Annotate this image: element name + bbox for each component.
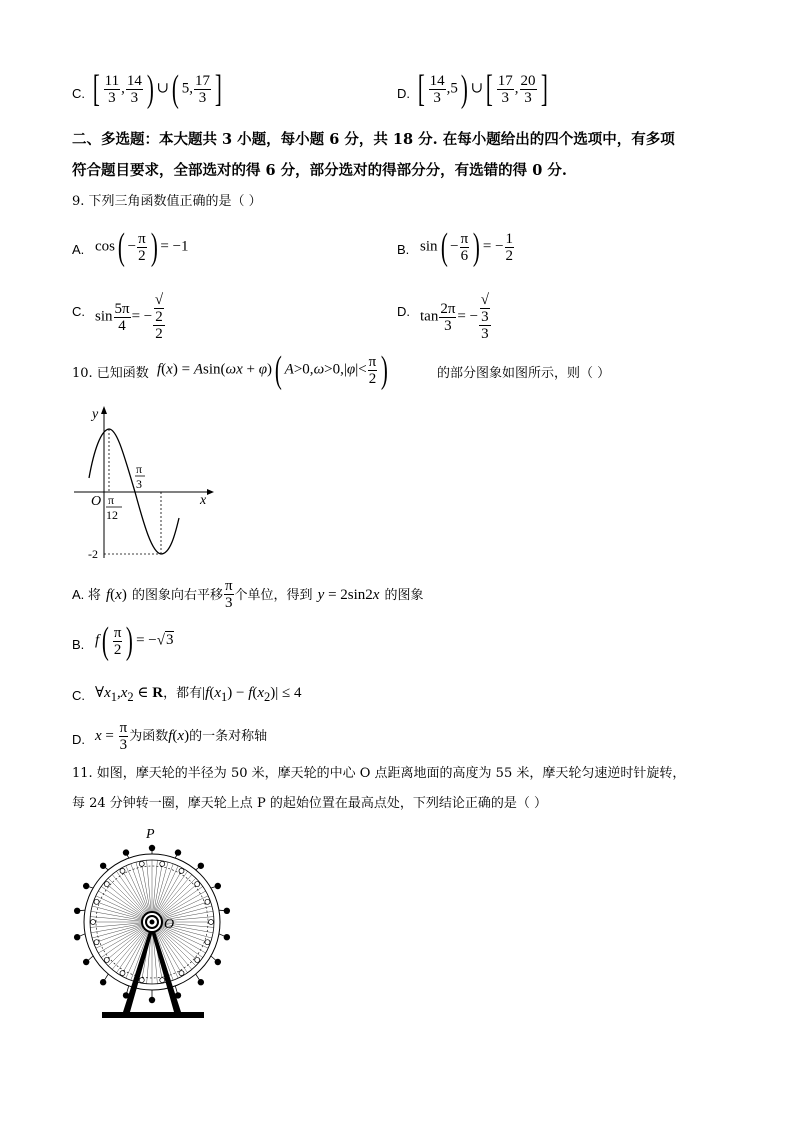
rim-marker (104, 882, 109, 887)
q10-stem-prefix: 10. 已知函数 (72, 366, 149, 381)
x-axis-arrow-icon (207, 489, 214, 495)
q10-option-a-shift: $\frac{\pi}{3}$ (224, 578, 233, 611)
q10-option-a-mid2: 个单位，得到 (234, 587, 313, 602)
q10-option-d-fx: f(x) (168, 727, 190, 744)
rim-marker (205, 899, 210, 904)
q10-option-b-label: B. (72, 637, 85, 652)
q9-option-b-expr: sin( − $\frac{\pi}{6}$ ) = − $\frac{1}{2}$ (420, 226, 514, 268)
q8-option-d-expr: [ $\frac{14}{3}$ ,5) ∪[ $\frac{17}{3}$ , $\frac{20}{3}$ ] (417, 68, 548, 110)
cabin (224, 934, 230, 940)
ferris-wheel-figure (68, 822, 243, 1027)
y-min-label: -2 (88, 547, 98, 561)
q10-sine-graph (72, 400, 222, 570)
q10-option-b-expr: f( $\frac{\pi}{2}$ ) = −√3 (95, 620, 174, 662)
rim-marker (120, 971, 125, 976)
q9-option-c-label: C. (72, 304, 85, 319)
wheel-axle (150, 920, 155, 925)
cabin (83, 883, 89, 889)
q10-option-c-forall: $\forall x_1,x_2$ ∈ R (95, 685, 164, 704)
rim-marker (195, 957, 200, 962)
tick-pi-over-3-den: 3 (136, 477, 142, 491)
q10-option-c-mid: ，都有 (163, 685, 203, 700)
rim-marker (209, 920, 214, 925)
q10-option-a-suffix: 的图象 (384, 587, 424, 602)
rim-marker (139, 861, 144, 866)
q10-option-c-ineq: $|f(x_1) - f(x_2)| \le 4$ (202, 685, 302, 704)
q10-option-d-suffix: 的一条对称轴 (189, 727, 268, 743)
y-axis-arrow-icon (101, 406, 107, 414)
origin-label: O (91, 494, 102, 509)
wheel-base (102, 1012, 204, 1018)
section-heading-line1: 二、多选题：本大题共 3 小题，每小题 6 分，共 18 分. 在每小题给出的四个选项中，有多项 (72, 131, 675, 148)
rim-marker (91, 920, 96, 925)
rim-marker (205, 940, 210, 945)
rim-marker (195, 882, 200, 887)
rim-marker (104, 957, 109, 962)
q8-option-c-label: C. (72, 86, 85, 101)
q9-stem: 9. 下列三角函数值正确的是（ ） (72, 194, 262, 209)
q10-option-d-mid: 为函数 (129, 727, 169, 743)
y-axis-label: y (92, 407, 99, 422)
rim-marker (120, 868, 125, 873)
tick-pi-over-3-num: π (136, 462, 143, 476)
rim-marker (160, 978, 165, 983)
q10-option-c-label: C. (72, 688, 85, 703)
tick-pi-over-12-num: π (108, 493, 115, 507)
q9-option-b-label: B. (397, 242, 410, 257)
q9-option-a-expr: cos( − $\frac{\pi}{2}$ ) = −1 (95, 226, 189, 268)
tick-pi-over-12-den: 12 (106, 508, 118, 522)
center-o-label: O (164, 917, 175, 932)
q10-option-a-prefix: A. 将 (72, 587, 101, 602)
q10-option-a (72, 578, 424, 611)
x-axis-label: x (200, 493, 207, 508)
q8-option-d-label: D. (397, 86, 410, 101)
rim-marker (160, 861, 165, 866)
rim-marker (94, 940, 99, 945)
q10-option-d-body (95, 720, 267, 753)
q10-option-a-fx: f(x) (106, 587, 127, 603)
q10-stem-suffix: 的部分图象如图所示，则（ ） (437, 366, 611, 381)
q10-option-a-mid: 的图象向右平移 (131, 587, 223, 602)
q11-stem-line2: 每 24 分钟转一圈，摩天轮上点 P 的起始位置在最高点处，下列结论正确的是（ ） (72, 796, 547, 811)
rim-marker (94, 899, 99, 904)
q9-option-a-label: A. (72, 242, 85, 257)
q11-stem-line1: 11. 如图，摩天轮的半径为 50 米，摩天轮的中心 O 点距离地面的高度为 55 米，摩天轮匀速逆时针旋转， (72, 766, 686, 781)
q10-option-d-eq: x = $\frac{\pi}{3}$ (95, 720, 128, 753)
q9-option-c-expr: sin $\frac{5\pi}{4}$ = − √ 2 2 (95, 292, 164, 342)
rim-marker (179, 971, 184, 976)
rim-marker (179, 868, 184, 873)
q9-option-d-expr: tan $\frac{2\pi}{3}$ = − √ 3 3 (420, 292, 489, 342)
q10-option-a-target: y = 2sin2x (317, 587, 380, 603)
q8-option-c-expr: [ $\frac{11}{3}$ , $\frac{14}{3}$ ) ∪( 5, $\frac{17}{3}$ ] (92, 68, 222, 110)
rim-marker (139, 978, 144, 983)
section-heading-line2: 符合题目要求，全部选对的得 6 分，部分选对的得部分分，有选错的得 0 分. (72, 162, 567, 179)
q10-option-c-body (95, 682, 302, 705)
q10-function-expr: f(x) = Asin(ωx + φ)( A>0,ω>0,|φ|< $\frac{\pi}{2}$ ) (157, 349, 389, 391)
q9-option-d-label: D. (397, 304, 410, 319)
q10-option-d-label: D. (72, 732, 85, 747)
point-p-label: P (146, 827, 155, 842)
